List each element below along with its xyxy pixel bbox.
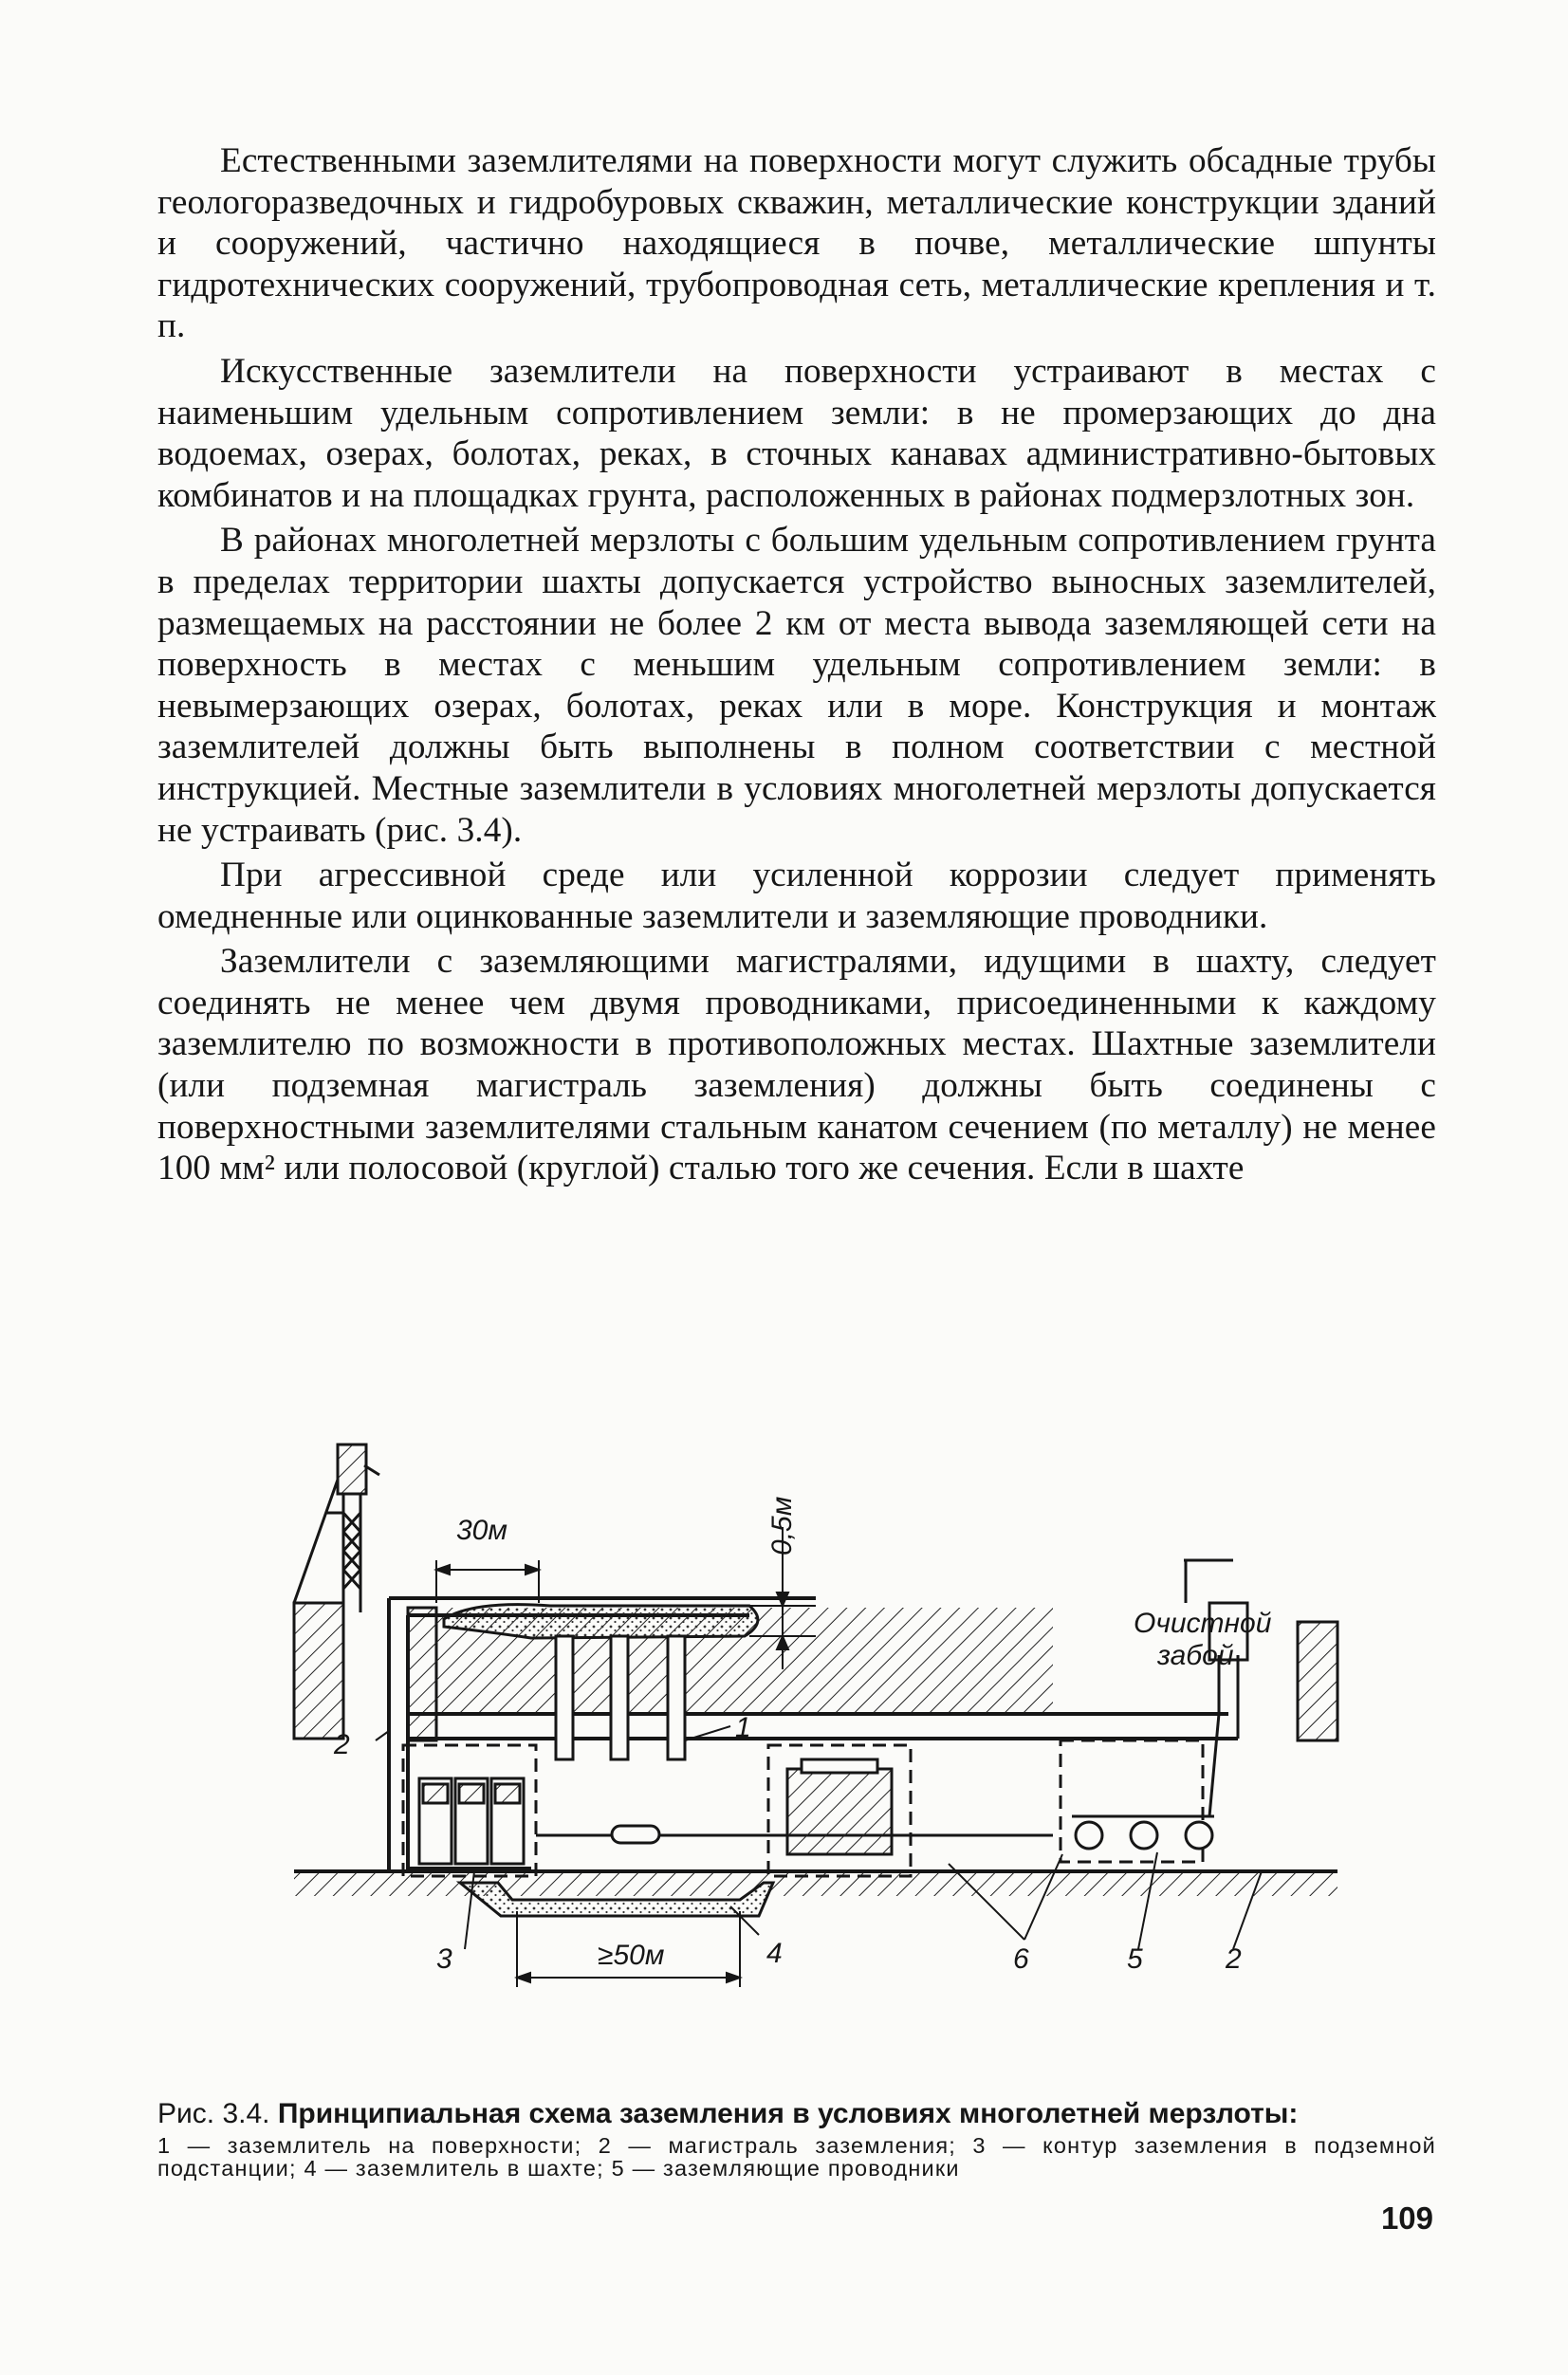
label-30m: 30м	[456, 1515, 507, 1546]
callout-2-left: 2	[334, 1729, 350, 1760]
label-05m: 0,5м	[766, 1496, 798, 1556]
callout-2-right: 2	[1226, 1943, 1242, 1975]
paragraph-connections: Заземлители с заземляющими магистралями, идущими в шахту, следует соединять не менее чем двумя проводниками, присоединенными к каждому заземлителю по возможности в противоположных местах. Шахтные заземлители (или подземная магистраль заземления) должны быть соединены с поверхностными заземлителями стальным канатом сечением (по металлу) не менее 100 мм² или полосовой (круглой) сталью того же сечения. Если в шахте	[157, 942, 1436, 1188]
callout-1: 1	[735, 1712, 751, 1743]
label-50m: ≥50м	[598, 1940, 665, 1971]
page-number: 109	[1380, 2200, 1433, 2236]
mining-machines	[1061, 1714, 1219, 1862]
callout-4: 4	[766, 1938, 783, 1969]
figure-caption	[157, 2098, 1436, 2180]
paragraph-natural-electrodes: Естественными заземлителями на поверхности могут служить обсадные трубы геологоразведочных и гидробуровых скважин, металлические конструкции зданий и сооружений, частично находящиеся в почве, металлические шпунты гидротехнических сооружений, трубопроводная сеть, металлические крепления и т. п.	[157, 141, 1436, 346]
figure-number: Рис. 3.4.	[157, 2098, 270, 2129]
grounding-diagram	[285, 1437, 1347, 2084]
callout-6: 6	[1013, 1943, 1029, 1975]
figure-title: Принципиальная схема заземления в условиях многолетней мерзлоты:	[277, 2098, 1299, 2129]
substation-contour	[403, 1745, 536, 1876]
headframe-tower	[294, 1445, 379, 1612]
middle-equipment	[768, 1745, 911, 1876]
paragraph-corrosion: При агрессивной среде или усиленной коррозии следует применять омедненные или оцинкованные заземлители и заземляющие проводники.	[157, 856, 1436, 936]
surface-earthing-pad	[444, 1605, 758, 1638]
label-face-line2: забой	[1157, 1640, 1234, 1671]
callout-3: 3	[436, 1943, 452, 1975]
callout-5: 5	[1127, 1943, 1143, 1975]
diagram-drawing	[285, 1437, 1347, 2084]
body-text	[157, 140, 1436, 1193]
paragraph-artificial-electrodes: Искусственные заземлители на поверхности устраивают в местах с наименьшим удельным сопротивлением земли: в не промерзающих до дна водоемах, озерах, болотах, реках, в сточных канавах административно-бытовых комбинатов и на площадках грунта, расположенных в районах подмерзлотных зон.	[157, 351, 1436, 515]
figure-legend: 1 — заземлитель на поверхности; 2 — магистраль заземления; 3 — контур заземления в подземной подстанции; 4 — заземлитель в шахте; 5 — заземляющие проводники	[157, 2133, 1436, 2181]
paragraph-permafrost: В районах многолетней мерзлоты с большим удельным сопротивлением грунта в пределах территории шахты допускается устройство выносных заземлителей, размещаемых на расстоянии не более 2 км от места вывода заземляющей сети на поверхность в местах с меньшим удельным сопротивлением земли: в невымерзающих озерах, болотах, реках или в море. Конструкция и монтаж заземлителей должны быть выполнены в полном соответствии с местной инструкцией. Местные заземлители в условиях многолетней мерзлоты допускается не устраивать (рис. 3.4).	[157, 521, 1436, 850]
label-face-line1: Очистной	[1134, 1608, 1272, 1639]
